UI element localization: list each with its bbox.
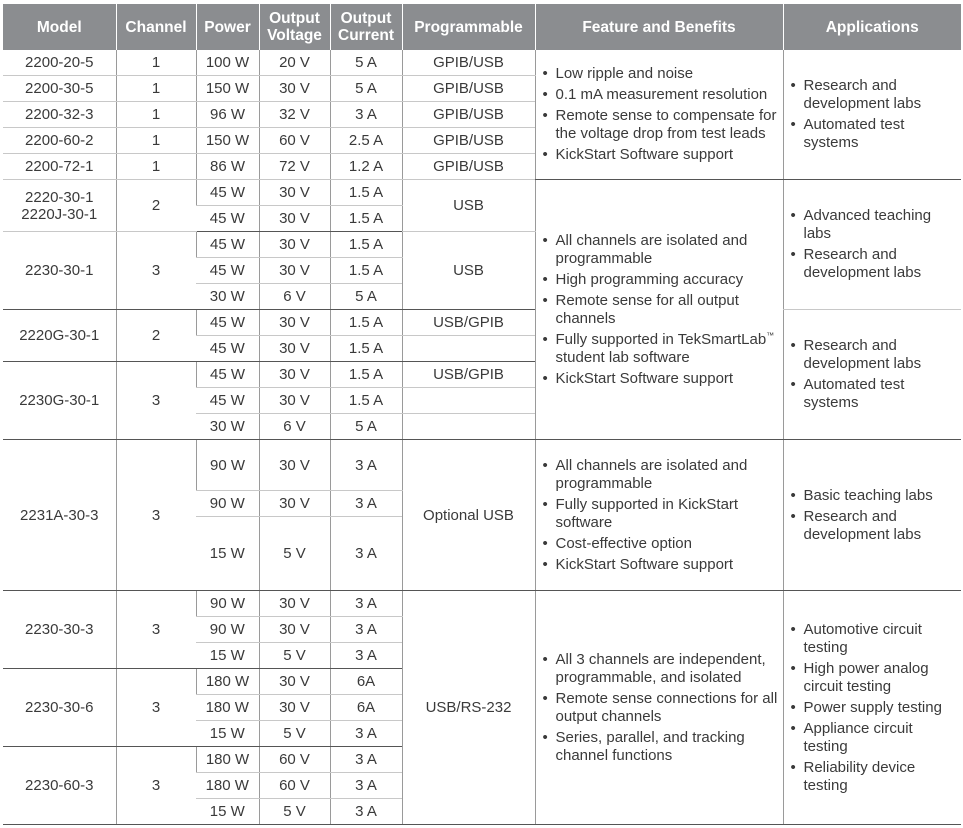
list-item: • All channels are isolated and programmable [542,232,779,268]
current-cell: 3 A [330,721,402,747]
current-cell: 3 A [330,440,402,491]
voltage-cell: 30 V [259,491,330,517]
programmable-cell: GPIB/USB [402,76,535,102]
list-item: • Basic teaching labs [790,487,958,505]
current-cell: 3 A [330,491,402,517]
voltage-cell: 30 V [259,258,330,284]
voltage-cell: 32 V [259,102,330,128]
header-output-voltage-line1: Output [269,10,320,27]
current-cell: 3 A [330,643,402,669]
model-cell: 2200-20-5 [3,50,116,76]
channel-cell: 1 [116,76,196,102]
power-cell: 150 W [196,76,259,102]
header-channel: Channel [116,4,196,50]
voltage-cell: 30 V [259,695,330,721]
power-cell: 45 W [196,180,259,206]
current-cell: 1.5 A [330,362,402,388]
power-cell: 180 W [196,773,259,799]
current-cell: 6A [330,695,402,721]
applications-list [790,337,958,412]
power-cell: 180 W [196,695,259,721]
features-list [542,457,779,574]
applications-cell [783,591,961,825]
voltage-cell: 30 V [259,362,330,388]
current-cell: 1.5 A [330,258,402,284]
current-cell: 1.5 A [330,336,402,362]
voltage-cell: 20 V [259,50,330,76]
power-cell: 96 W [196,102,259,128]
list-item: • High power analog circuit testing [790,660,958,696]
applications-list [790,621,958,795]
programmable-cell-empty [402,388,535,414]
list-item: • Automotive circuit testing [790,621,958,657]
table-row [3,180,961,206]
voltage-cell: 5 V [259,799,330,825]
list-item: • Remote sense connections for all output channels [542,690,779,726]
model-cell: 2231A-30-3 [3,440,116,591]
current-cell: 3 A [330,517,402,591]
current-cell: 1.2 A [330,154,402,180]
voltage-cell: 30 V [259,591,330,617]
list-item: • KickStart Software support [542,556,779,574]
table-row [3,591,961,617]
current-cell: 5 A [330,284,402,310]
features-cell [535,440,783,591]
list-item: • Cost-effective option [542,535,779,553]
power-cell: 45 W [196,232,259,258]
model-cell: 2230-30-6 [3,669,116,747]
header-output-voltage [259,4,330,50]
list-item: • Research and development labs [790,508,958,544]
voltage-cell: 60 V [259,747,330,773]
list-item: • Power supply testing [790,699,958,717]
power-cell: 150 W [196,128,259,154]
channel-cell: 1 [116,50,196,76]
power-cell: 15 W [196,799,259,825]
model-name: 2220-30-1 [25,188,94,206]
header-output-current-line1: Output [340,10,392,27]
list-item: • All 3 channels are independent, programmable, and isolated [542,651,779,687]
programmable-cell: GPIB/USB [402,102,535,128]
programmable-cell: GPIB/USB [402,50,535,76]
model-cell [3,180,116,232]
power-cell: 45 W [196,310,259,336]
current-cell: 5 A [330,76,402,102]
list-item: • KickStart Software support [542,370,779,388]
channel-cell: 3 [116,669,196,747]
voltage-cell: 6 V [259,414,330,440]
table-row [3,440,961,491]
voltage-cell: 60 V [259,128,330,154]
applications-cell [783,180,961,310]
list-item [542,331,779,367]
voltage-cell: 72 V [259,154,330,180]
programmable-cell: USB/GPIB [402,310,535,336]
applications-list [790,207,958,282]
voltage-cell: 30 V [259,617,330,643]
header-row [3,4,961,50]
current-cell: 3 A [330,799,402,825]
voltage-cell: 5 V [259,517,330,591]
model-name: 2220J-30-1 [21,205,98,223]
power-cell: 45 W [196,206,259,232]
power-cell: 90 W [196,491,259,517]
channel-cell: 3 [116,591,196,669]
current-cell: 1.5 A [330,388,402,414]
voltage-cell: 30 V [259,180,330,206]
current-cell: 1.5 A [330,206,402,232]
voltage-cell: 5 V [259,721,330,747]
list-item: • Remote sense for all output channels [542,292,779,328]
voltage-cell: 30 V [259,206,330,232]
power-cell: 180 W [196,669,259,695]
programmable-cell: USB [402,180,535,232]
programmable-cell: Optional USB [402,440,535,591]
current-cell: 1.5 A [330,180,402,206]
features-cell [535,50,783,180]
power-supply-table [3,4,961,825]
voltage-cell: 30 V [259,336,330,362]
current-cell: 1.5 A [330,232,402,258]
power-cell: 15 W [196,721,259,747]
power-cell: 45 W [196,388,259,414]
power-cell: 15 W [196,643,259,669]
current-cell: 3 A [330,102,402,128]
applications-cell [783,440,961,591]
voltage-cell: 60 V [259,773,330,799]
channel-cell: 1 [116,154,196,180]
power-cell: 30 W [196,284,259,310]
channel-cell: 3 [116,362,196,440]
programmable-cell: GPIB/USB [402,128,535,154]
model-cell: 2200-60-2 [3,128,116,154]
list-item: • Appliance circuit testing [790,720,958,756]
channel-cell: 2 [116,180,196,232]
voltage-cell: 30 V [259,669,330,695]
features-list [542,232,779,388]
power-cell: 90 W [196,440,259,491]
header-output-current [330,4,402,50]
power-cell: 45 W [196,336,259,362]
programmable-cell-empty [402,414,535,440]
current-cell: 3 A [330,617,402,643]
header-output-current-line2: Current [338,27,394,44]
list-item: • Fully supported in KickStart software [542,496,779,532]
model-cell: 2230-60-3 [3,747,116,825]
current-cell: 5 A [330,414,402,440]
model-cell: 2200-72-1 [3,154,116,180]
power-cell: 45 W [196,258,259,284]
model-cell: 2200-32-3 [3,102,116,128]
applications-cell [783,50,961,180]
features-list [542,65,779,164]
power-cell: 45 W [196,362,259,388]
voltage-cell: 5 V [259,643,330,669]
header-programmable: Programmable [402,4,535,50]
current-cell: 3 A [330,591,402,617]
feature-text: Fully supported in TekSmartLab [555,330,767,348]
list-item: • Automated test systems [790,376,958,412]
current-cell: 6A [330,669,402,695]
power-cell: 180 W [196,747,259,773]
list-item: • Reliability device testing [790,759,958,795]
programmable-cell: USB/GPIB [402,362,535,388]
programmable-cell: USB [402,232,535,310]
power-cell: 15 W [196,517,259,591]
table-row [3,310,961,336]
list-item: • Research and development labs [790,337,958,373]
voltage-cell: 30 V [259,76,330,102]
programmable-cell: USB/RS-232 [402,591,535,825]
applications-cell [783,310,961,440]
model-cell: 2220G-30-1 [3,310,116,362]
table-row [3,50,961,76]
trademark-symbol: ™ [766,330,775,340]
model-cell: 2230-30-1 [3,232,116,310]
channel-cell: 3 [116,747,196,825]
list-item: • Research and development labs [790,246,958,282]
applications-list [790,487,958,544]
list-item: • Research and development labs [790,77,958,113]
header-power: Power [196,4,259,50]
channel-cell: 3 [116,232,196,310]
channel-cell: 3 [116,440,196,591]
voltage-cell: 30 V [259,310,330,336]
list-item: • Remote sense to compensate for the voltage drop from test leads [542,107,779,143]
current-cell: 5 A [330,50,402,76]
power-cell: 90 W [196,591,259,617]
model-cell: 2230-30-3 [3,591,116,669]
list-item: • Advanced teaching labs [790,207,958,243]
power-cell: 100 W [196,50,259,76]
feature-text: student lab software [555,348,690,366]
list-item: • High programming accuracy [542,271,779,289]
power-cell: 30 W [196,414,259,440]
current-cell: 2.5 A [330,128,402,154]
channel-cell: 1 [116,128,196,154]
voltage-cell: 30 V [259,232,330,258]
list-item: • 0.1 mA measurement resolution [542,86,779,104]
header-features: Feature and Benefits [535,4,783,50]
header-applications: Applications [783,4,961,50]
power-cell: 90 W [196,617,259,643]
list-item: • KickStart Software support [542,146,779,164]
current-cell: 3 A [330,773,402,799]
current-cell: 3 A [330,747,402,773]
voltage-cell: 6 V [259,284,330,310]
programmable-cell: GPIB/USB [402,154,535,180]
power-cell: 86 W [196,154,259,180]
features-cell [535,180,783,440]
applications-list [790,77,958,152]
model-cell: 2200-30-5 [3,76,116,102]
features-list [542,651,779,765]
voltage-cell: 30 V [259,440,330,491]
list-item: • All channels are isolated and programmable [542,457,779,493]
voltage-cell: 30 V [259,388,330,414]
header-output-voltage-line2: Voltage [267,27,322,44]
model-cell: 2230G-30-1 [3,362,116,440]
list-item: • Low ripple and noise [542,65,779,83]
list-item: • Series, parallel, and tracking channel functions [542,729,779,765]
current-cell: 1.5 A [330,310,402,336]
list-item: • Automated test systems [790,116,958,152]
features-cell [535,591,783,825]
channel-cell: 1 [116,102,196,128]
programmable-cell-empty [402,336,535,362]
channel-cell: 2 [116,310,196,362]
header-model: Model [3,4,116,50]
